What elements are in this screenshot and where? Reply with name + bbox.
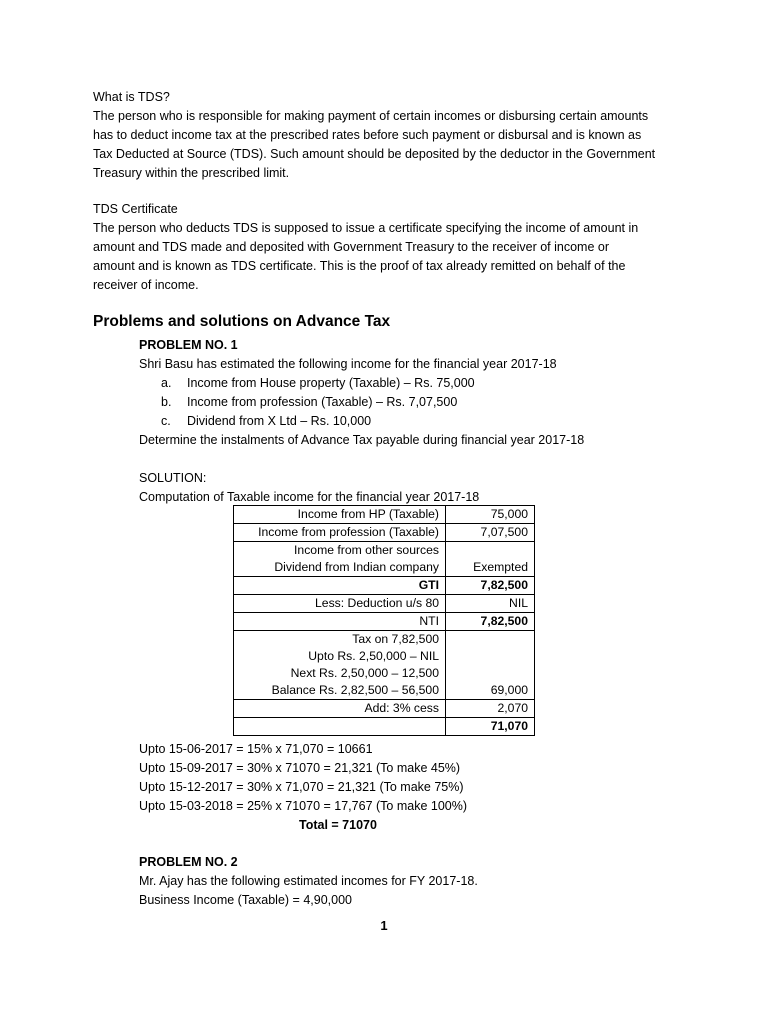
table-row	[234, 718, 535, 736]
list-item	[139, 393, 699, 412]
table-cell-value: 7,82,500	[446, 577, 535, 595]
tds-certificate-section	[93, 200, 683, 295]
problem-1-statement: Shri Basu has estimated the following income for the financial year 2017-18	[139, 357, 557, 371]
list-marker: c.	[161, 414, 171, 428]
tds-text-line: Treasury within the prescribed limit.	[93, 166, 290, 180]
section-heading: Problems and solutions on Advance Tax	[93, 313, 391, 330]
table-cell-value: Exempted	[446, 542, 535, 577]
instalment-line: Upto 15-09-2017 = 30% x 71070 = 21,321 (To make 45%)	[139, 761, 461, 775]
tds-text-line: The person who is responsible for making payment of certain incomes or disbursing certain amounts	[93, 109, 649, 123]
certificate-text-line: receiver of income.	[93, 278, 199, 292]
table-cell-line: Income from other sources	[294, 543, 439, 557]
instalment-line: Upto 15-12-2017 = 30% x 71,070 = 21,321 (To make 75%)	[139, 780, 464, 794]
table-row	[234, 595, 535, 613]
list-item-text: Income from profession (Taxable) – Rs. 7,07,500	[187, 395, 458, 409]
tds-certificate-heading: TDS Certificate	[93, 202, 178, 216]
table-row	[234, 613, 535, 631]
income-list	[139, 374, 699, 431]
table-cell-line: Tax on 7,82,500	[352, 632, 439, 646]
table-row	[234, 524, 535, 542]
instalment-total: Total = 71070	[299, 818, 377, 832]
table-cell-label: GTI	[234, 577, 446, 595]
computation-table	[233, 505, 535, 736]
tds-text-line: Tax Deducted at Source (TDS). Such amount should be deposited by the deductor in the Government	[93, 147, 656, 161]
problem-1-title: PROBLEM NO. 1	[139, 338, 238, 352]
table-row	[234, 577, 535, 595]
list-marker: b.	[161, 395, 172, 409]
table-cell-value: 75,000	[446, 506, 535, 524]
table-row	[234, 700, 535, 718]
table-cell-value: 2,070	[446, 700, 535, 718]
list-item-text: Dividend from X Ltd – Rs. 10,000	[187, 414, 372, 428]
list-marker: a.	[161, 376, 172, 390]
table-cell-label: Less: Deduction u/s 80	[234, 595, 446, 613]
table-cell-value: 7,82,500	[446, 613, 535, 631]
table-cell-label: NTI	[234, 613, 446, 631]
table-cell-line: Upto Rs. 2,50,000 – NIL	[308, 649, 439, 663]
instalment-line: Upto 15-06-2017 = 15% x 71,070 = 10661	[139, 742, 373, 756]
problem-1-question: Determine the instalments of Advance Tax payable during financial year 2017-18	[139, 433, 585, 447]
certificate-text-line: amount and TDS made and deposited with Government Treasury to the receiver of income or	[93, 240, 610, 254]
table-cell-line: Dividend from Indian company	[274, 560, 439, 574]
table-cell-value: 69,000	[446, 631, 535, 700]
table-cell-line: Balance Rs. 2,82,500 – 56,500	[271, 683, 439, 697]
instalment-line: Upto 15-03-2018 = 25% x 71070 = 17,767 (To make 100%)	[139, 799, 467, 813]
instalment-schedule	[139, 740, 659, 835]
computation-title: Computation of Taxable income for the financial year 2017-18	[139, 490, 480, 504]
tds-intro-section	[93, 88, 683, 183]
table-cell-label: Income from profession (Taxable)	[234, 524, 446, 542]
table-cell-label: Add: 3% cess	[234, 700, 446, 718]
table-cell-label	[234, 542, 446, 577]
problem-2-line: Business Income (Taxable) = 4,90,000	[139, 893, 352, 907]
table-row	[234, 631, 535, 700]
table-cell-value: 7,07,500	[446, 524, 535, 542]
tds-heading: What is TDS?	[93, 90, 170, 104]
list-item	[139, 374, 699, 393]
problem-1	[139, 336, 699, 507]
problem-2-title: PROBLEM NO. 2	[139, 855, 238, 869]
problem-2-line: Mr. Ajay has the following estimated incomes for FY 2017-18.	[139, 874, 478, 888]
table-cell-label: Income from HP (Taxable)	[234, 506, 446, 524]
certificate-text-line: The person who deducts TDS is supposed to issue a certificate specifying the income of amount in	[93, 221, 639, 235]
solution-label: SOLUTION:	[139, 471, 207, 485]
table-cell-label	[234, 718, 446, 736]
table-cell-label	[234, 631, 446, 700]
certificate-text-line: amount and is known as TDS certificate. This is the proof of tax already remitted on behalf of the	[93, 259, 626, 273]
page-number: 1	[380, 918, 388, 933]
table-row	[234, 542, 535, 577]
tds-text-line: has to deduct income tax at the prescribed rates before such payment or disbursal and is known as	[93, 128, 642, 142]
list-item	[139, 412, 699, 431]
list-item-text: Income from House property (Taxable) – Rs. 75,000	[187, 376, 475, 390]
table-row	[234, 506, 535, 524]
problem-2	[139, 853, 699, 910]
table-cell-value: 71,070	[446, 718, 535, 736]
table-cell-value: NIL	[446, 595, 535, 613]
table-cell-line: Next Rs. 2,50,000 – 12,500	[290, 666, 439, 680]
